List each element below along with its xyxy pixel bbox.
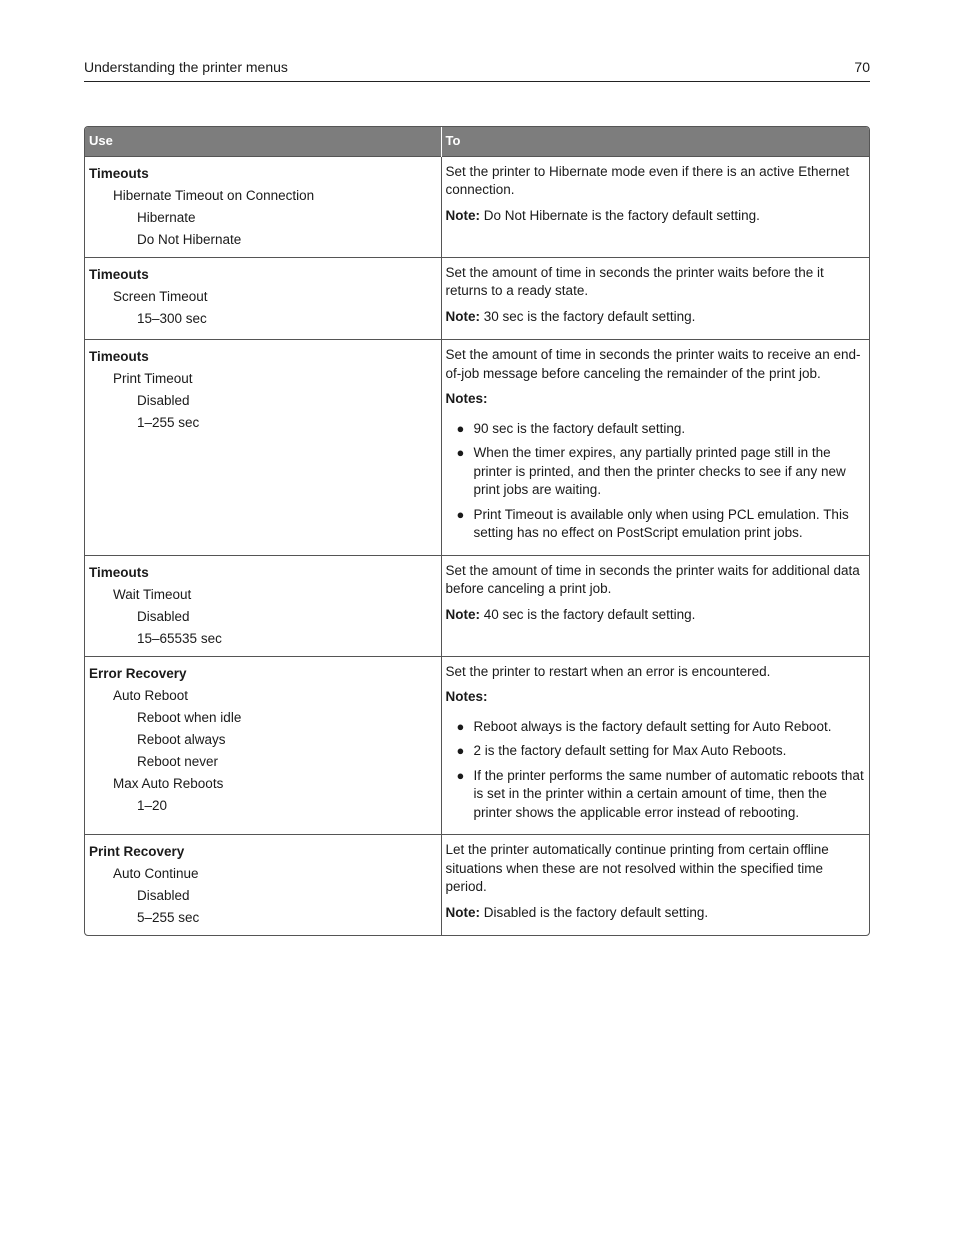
- menu-path-cell: [85, 257, 441, 340]
- menu-path-cell: [85, 340, 441, 556]
- menu-item: Print Timeout: [113, 371, 193, 386]
- note-label: Note:: [445, 308, 480, 324]
- note-label: Note:: [445, 904, 480, 920]
- menu-settings-table: [84, 126, 870, 936]
- description-cell: [441, 835, 870, 936]
- table-row: [85, 156, 870, 257]
- description-cell: [441, 656, 870, 835]
- menu-option: Reboot when idle: [137, 709, 242, 725]
- description-cell: [441, 257, 870, 340]
- menu-option: 5–255 sec: [137, 910, 200, 925]
- description-text: Set the amount of time in seconds the printer waits for additional data before canceling a print job.: [445, 562, 860, 596]
- list-item: [446, 767, 868, 823]
- menu-path-cell: [85, 156, 441, 257]
- menu-option: 1–255 sec: [137, 415, 200, 430]
- list-item: [446, 506, 868, 543]
- list-item: [446, 742, 868, 761]
- table-row: [85, 257, 870, 340]
- note-text: Disabled is the factory default setting.: [480, 904, 709, 920]
- note: [446, 606, 868, 625]
- table-body: [85, 156, 870, 935]
- note-bullet-text: If the printer performs the same number of automatic reboots that is set in the printer within a certain amount of time, then the printer shows the applicable error instead of rebooting.: [473, 767, 864, 820]
- menu-option: 1–20: [137, 797, 168, 813]
- list-item: [446, 420, 868, 439]
- note-bullet-text: Reboot always is the factory default setting for Auto Reboot.: [473, 718, 832, 734]
- bullet-icon: ●: [456, 767, 465, 783]
- note-bullet-text: 2 is the factory default setting for Max Auto Reboots.: [473, 743, 787, 758]
- notes-list: [446, 718, 868, 823]
- menu-item: Max Auto Reboots: [113, 775, 224, 791]
- bullet-icon: ●: [456, 445, 465, 460]
- description-text: Set the amount of time in seconds the printer waits before the it returns to a ready state.: [445, 264, 824, 298]
- note-bullet-text: 90 sec is the factory default setting.: [473, 420, 686, 436]
- notes-label: Notes:: [445, 689, 488, 704]
- menu-option: Do Not Hibernate: [137, 231, 242, 247]
- menu-item: Screen Timeout: [113, 288, 208, 304]
- note-text: 30 sec is the factory default setting.: [480, 308, 696, 324]
- column-header-use: Use: [85, 127, 441, 156]
- note: [446, 308, 868, 327]
- menu-option: Disabled: [137, 393, 190, 408]
- description-text: Set the amount of time in seconds the printer waits to receive an end-of-job message before canceling the remainder of the print job.: [445, 347, 861, 381]
- table-row: [85, 835, 870, 936]
- note: [446, 207, 868, 226]
- notes-label: Notes:: [445, 391, 488, 406]
- note-bullet-text: When the timer expires, any partially printed page still in the printer is printed, and then the printer checks to see if any new print jobs are waiting.: [473, 445, 846, 497]
- menu-category: Print Recovery: [89, 844, 185, 859]
- notes-list: [446, 420, 868, 543]
- page-number: 70: [854, 59, 870, 75]
- bullet-icon: ●: [456, 743, 465, 758]
- menu-option: Disabled: [137, 888, 190, 903]
- bullet-icon: ●: [456, 506, 465, 522]
- description-text: Set the printer to Hibernate mode even if there is an active Ethernet connection.: [445, 163, 850, 197]
- table-row: [85, 340, 870, 556]
- menu-option: Reboot always: [137, 731, 226, 747]
- table-row: [85, 656, 870, 835]
- menu-category: Timeouts: [89, 349, 149, 364]
- menu-option: 15–65535 sec: [137, 630, 222, 646]
- menu-option: Disabled: [137, 608, 190, 624]
- note-text: Do Not Hibernate is the factory default setting.: [480, 207, 760, 223]
- menu-category: Timeouts: [89, 165, 149, 181]
- table-row: [85, 555, 870, 656]
- note: [446, 904, 868, 923]
- bullet-icon: ●: [456, 718, 465, 734]
- description-text: Let the printer automatically continue printing from certain offline situations when these are not resolved within the specified time period.: [445, 842, 829, 894]
- bullet-icon: ●: [456, 420, 465, 436]
- menu-path-cell: [85, 835, 441, 936]
- list-item: [446, 444, 868, 500]
- table-header-row: [85, 127, 870, 156]
- menu-path-cell: [85, 555, 441, 656]
- menu-category: Timeouts: [89, 266, 149, 282]
- menu-path-cell: [85, 656, 441, 835]
- note-label: Note:: [445, 207, 480, 223]
- note-text: 40 sec is the factory default setting.: [480, 606, 696, 622]
- menu-item: Hibernate Timeout on Connection: [113, 187, 315, 203]
- page-header-title: Understanding the printer menus: [84, 59, 288, 75]
- menu-item: Wait Timeout: [113, 586, 192, 602]
- note-label: Note:: [445, 606, 480, 622]
- description-cell: [441, 555, 870, 656]
- menu-category: Timeouts: [89, 564, 149, 580]
- description-text: Set the printer to restart when an error is encountered.: [445, 663, 771, 679]
- menu-item: Auto Continue: [113, 866, 199, 881]
- list-item: [446, 718, 868, 737]
- page-header: [84, 59, 870, 82]
- menu-item: Auto Reboot: [113, 687, 189, 703]
- menu-option: 15–300 sec: [137, 310, 207, 326]
- menu-category: Error Recovery: [89, 665, 187, 681]
- note-bullet-text: Print Timeout is available only when using PCL emulation. This setting has no effect on PostScript emulation print jobs.: [473, 506, 849, 540]
- description-cell: [441, 340, 870, 556]
- menu-option: Reboot never: [137, 753, 219, 769]
- menu-option: Hibernate: [137, 209, 196, 225]
- column-header-to: To: [441, 127, 870, 156]
- description-cell: [441, 156, 870, 257]
